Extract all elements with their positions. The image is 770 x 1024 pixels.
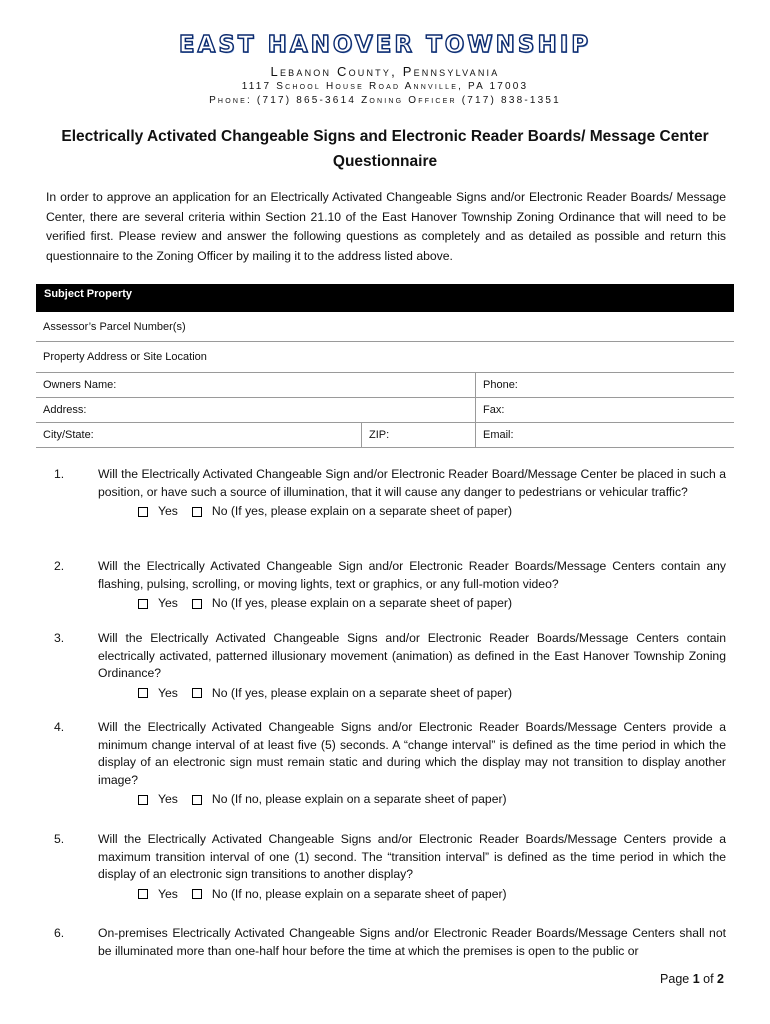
question-text: Will the Electrically Activated Changeable Sign and/or Electronic Reader Board/Message Center be placed in such a position, or have such a source of illumination, that it will cause any danger to pedestrians or vehicular traffic?: [98, 467, 726, 499]
no-label: No (If no, please explain on a separate sheet of paper): [211, 886, 507, 901]
checkbox-icon[interactable]: [192, 599, 202, 609]
yes-option[interactable]: [138, 685, 178, 703]
answer-options: [138, 685, 726, 703]
question-4: [46, 719, 726, 809]
checkbox-icon[interactable]: [192, 795, 202, 805]
checkbox-icon[interactable]: [138, 688, 148, 698]
yes-label: Yes: [158, 886, 178, 901]
title-line-2: Questionnaire: [332, 153, 438, 170]
checkbox-icon[interactable]: [138, 889, 148, 899]
owner-address-row[interactable]: [36, 398, 734, 423]
checkbox-icon[interactable]: [192, 889, 202, 899]
question-5: [46, 831, 726, 903]
question-number: 1.: [54, 467, 65, 481]
site-address-row[interactable]: [36, 342, 734, 373]
no-option[interactable]: [192, 791, 507, 809]
page-prefix: Page: [660, 972, 693, 986]
answer-options: [138, 503, 726, 521]
checkbox-icon[interactable]: [138, 599, 148, 609]
question-text: Will the Electrically Activated Changeable Sign and/or Electronic Reader Boards/Message Centers contain any flashing, pulsing, scrolling, or moving lights, text or graphics, or any full-motion video?: [98, 559, 726, 591]
page-current: 1: [692, 972, 700, 986]
answer-options: [138, 886, 726, 904]
checkbox-icon[interactable]: [192, 688, 202, 698]
title-line-1: Electrically Activated Changeable Signs and Electronic Reader Boards/ Message Center: [61, 128, 709, 145]
owner-address-label: Address:: [43, 404, 87, 416]
township-name: EAST HANOVER TOWNSHIP: [178, 32, 592, 58]
question-number: 6.: [54, 926, 65, 940]
answer-options: [138, 595, 726, 613]
parcel-label: Assessor’s Parcel Number(s): [43, 320, 186, 333]
no-label: No (If yes, please explain on a separate sheet of paper): [211, 685, 513, 700]
document-title: [40, 124, 730, 174]
question-text: Will the Electrically Activated Changeable Signs and/or Electronic Reader Boards/Message Centers contain electrically activated, patterned illusionary movement (animation) as defined in the East Hanover Township Zoning Ordinance?: [98, 631, 726, 680]
site-address-label: Property Address or Site Location: [43, 351, 207, 363]
question-1: [46, 466, 726, 521]
no-label: No (If yes, please explain on a separate sheet of paper): [211, 504, 513, 518]
county-line: Lebanon County, Pennsylvania: [270, 64, 500, 79]
zip-label: ZIP:: [361, 423, 475, 447]
no-label: No (If no, please explain on a separate sheet of paper): [211, 792, 507, 806]
question-3: [46, 630, 726, 702]
no-label: No (If yes, please explain on a separate sheet of paper): [211, 596, 513, 610]
yes-label: Yes: [158, 504, 178, 518]
checkbox-icon[interactable]: [192, 507, 202, 517]
office-phones: Phone: (717) 865-3614 Zoning Officer (717) 838-1351: [209, 95, 561, 106]
page-number: [660, 972, 724, 986]
parcel-row[interactable]: [36, 312, 734, 342]
phone-label: Phone:: [475, 373, 734, 397]
yes-option[interactable]: [138, 595, 178, 613]
yes-option[interactable]: [138, 791, 178, 809]
page-total: 2: [717, 972, 724, 986]
question-number: 3.: [54, 631, 65, 645]
yes-label: Yes: [158, 792, 178, 806]
yes-label: Yes: [158, 685, 178, 700]
owners-name-label: Owners Name:: [43, 379, 117, 391]
subject-property-table: [36, 284, 734, 448]
subject-property-heading: Subject Property: [36, 284, 734, 312]
question-number: 2.: [54, 559, 65, 573]
fax-label: Fax:: [475, 398, 734, 422]
answer-options: [138, 791, 726, 809]
checkbox-icon[interactable]: [138, 795, 148, 805]
no-option[interactable]: [192, 595, 512, 613]
question-text: Will the Electrically Activated Changeable Signs and/or Electronic Reader Boards/Message Centers provide a minimum change interval of at least five (5) seconds. A “change interval” is defined as the time period in which the display of an electronic sign must remain static and during which the display may not transition to display another image?: [98, 720, 726, 787]
page-of: of: [699, 972, 718, 986]
question-number: 4.: [54, 720, 65, 734]
question-6: [46, 925, 726, 960]
yes-option[interactable]: [138, 886, 178, 904]
no-option[interactable]: [192, 503, 512, 521]
email-label: Email:: [475, 423, 734, 447]
no-option[interactable]: [192, 886, 507, 904]
city-state-label: City/State:: [43, 429, 94, 441]
intro-paragraph: In order to approve an application for an Electrically Activated Changeable Signs and/or Electronic Reader Boards/ Message Center, there are several criteria within Section 21.10 of the East Hanover Township Zoning Ordinance that will need to be verified first. Please review and answer the following questions as completely and as detailed as possible and return this questionnaire to the Zoning Officer by mailing it to the address listed above.: [46, 190, 726, 263]
question-text: On-premises Electrically Activated Changeable Signs and/or Electronic Reader Boards/Message Centers shall not be illuminated more than one-half hour before the time at which the premises is open to the public or: [98, 926, 726, 958]
letterhead: [0, 30, 770, 108]
question-2: [46, 558, 726, 613]
no-option[interactable]: [192, 685, 512, 703]
yes-option[interactable]: [138, 503, 178, 521]
question-text: Will the Electrically Activated Changeable Signs and/or Electronic Reader Boards/Message Centers provide a maximum transition interval of one (1) second. The “transition interval” is defined as the time period in which the display of an electronic sign transitions to another display?: [98, 832, 726, 881]
owner-row[interactable]: [36, 373, 734, 398]
yes-label: Yes: [158, 596, 178, 610]
checkbox-icon[interactable]: [138, 507, 148, 517]
question-number: 5.: [54, 832, 65, 846]
city-row[interactable]: [36, 423, 734, 448]
office-address: 1117 School House Road Annville, PA 17003: [241, 81, 529, 92]
